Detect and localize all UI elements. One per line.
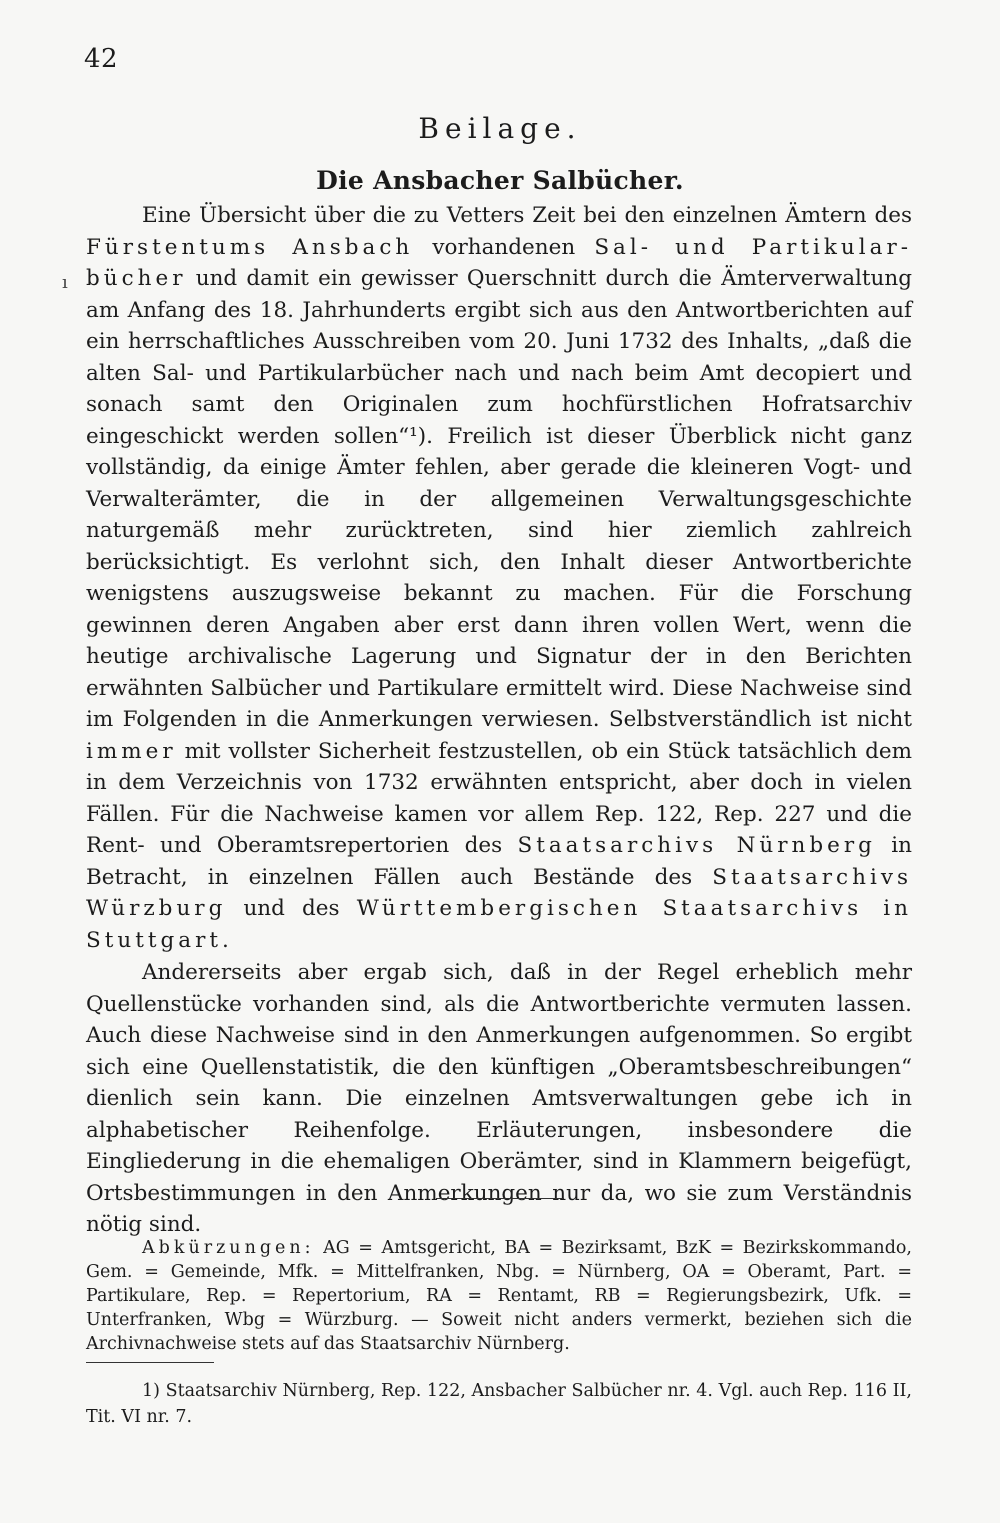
abbreviations-text: AG = Amtsgericht, BA = Bezirksamt, BzK = Bezirkskommando, Gem. = Gemeinde, Mfk. = Mittelfranken, Nbg. = Nürnberg, OA = Oberamt, Part. = Partikulare, Rep. = Repertorium, RA = Rentamt, RB = Regierungsbezirk, Ufk. = Unterfranken, Wbg = Würzburg. — Soweit nicht anders vermerkt, beziehen sich die Archivnachweise stets auf das Staatsarchiv Nürnberg. [86,1238,912,1354]
paragraph-2: Andererseits aber ergab sich, daß in der Regel erheblich mehr Quellenstücke vorhanden sind, als die Antwortberichte vermuten lassen. Auch diese Nachweise sind in den Anmerkungen aufgenommen. So ergibt sich eine Quellenstatistik, die den künftigen „Oberamtsbeschreibungen“ dienlich sein kann. Die einzelnen Amtsverwaltungen gebe ich in alphabetischer Reihenfolge. Erläuterungen, insbesondere die Eingliederung in die ehemaligen Oberämter, sind in Klammern beigefügt, Ortsbestimmungen in den Anmerkungen nur da, wo sie zum Verständnis nötig sind. [86,960,912,1237]
footnote [86,1378,912,1430]
text-run: und damit ein gewisser Querschnitt durch die Ämterverwaltung am Anfang des 18. Jahrhunderts ergibt sich aus den Antwortberichten auf ein herrschaftliches Ausschreiben vom 20. Juni 1732 des Inhalts, „daß die alten Sal- und Partikularbücher nach und nach beim Amt decopiert und sonach samt den Originalen zum hochfürstlichen Hofratsarchiv eingeschickt werden sollen“¹). Freilich ist dieser Überblick nicht ganz vollständig, da einige Ämter fehlen, aber gerade die kleineren Vogt- und Verwalterämter, die in der allgemeinen Verwaltungsgeschichte naturgemäß mehr zurücktreten, sind hier ziemlich zahlreich berücksichtigt. Es verlohnt sich, den Inhalt dieser Antwortberichte wenigstens auszugsweise bekannt zu machen. Für die Forschung gewinnen deren Angaben aber erst dann ihren vollen Wert, wenn die heutige archivalische Lagerung und Signatur der in den Berichten erwähnten Salbücher und Partikulare ermittelt wird. Diese Nachweise sind im Folgenden in die Anmerkungen verwiesen. Selbstverständlich ist nicht [86,266,912,732]
text-run: in Betracht, in einzelnen Fällen auch Bestände des [86,833,912,890]
section-divider [436,1198,564,1199]
footnote-divider [86,1362,214,1363]
text-run: vorhandenen [413,234,595,260]
text-run: mit vollster Sicherheit festzustellen, ob ein Stück tatsächlich dem in dem Verzeichnis von 1732 erwähnten entspricht, aber doch in vielen Fällen. Für die Nachweise kamen vor allem Rep. 122, Rep. 227 und die Rent- und Oberamtsrepertorien des [86,738,912,858]
paragraph-1 [86,200,912,956]
spaced-text: Staatsarchivs Würzburg [86,864,912,921]
footnote-text: 1) Staatsarchiv Nürnberg, Rep. 122, Ansbacher Salbücher nr. 4. Vgl. auch Rep. 116 II, Tit. VI nr. 7. [86,1381,912,1427]
body-text [86,200,912,1241]
spaced-text: Staatsarchivs Nürnberg [517,833,876,858]
section-title: Beilage. [418,112,582,145]
spaced-text: Fürstentums Ansbach [86,234,414,260]
abbreviations-label: Abkürzungen: [142,1238,315,1258]
margin-mark: ı [62,272,68,293]
spaced-text: Württembergischen Staatsarchivs in Stuttgart [86,896,913,953]
text-run: und des [226,896,357,921]
text-run: . [222,927,229,953]
spaced-text: immer [86,738,177,764]
chapter-heading: Die Ansbacher Salbücher. [316,166,684,195]
text-run: Eine Übersicht über die zu Vetters Zeit bei den einzelnen Ämtern des [142,203,912,228]
page-number: 42 [84,44,119,74]
spaced-text: Sal- und Partikular-bücher [86,234,913,291]
abbreviations-note [86,1236,912,1356]
